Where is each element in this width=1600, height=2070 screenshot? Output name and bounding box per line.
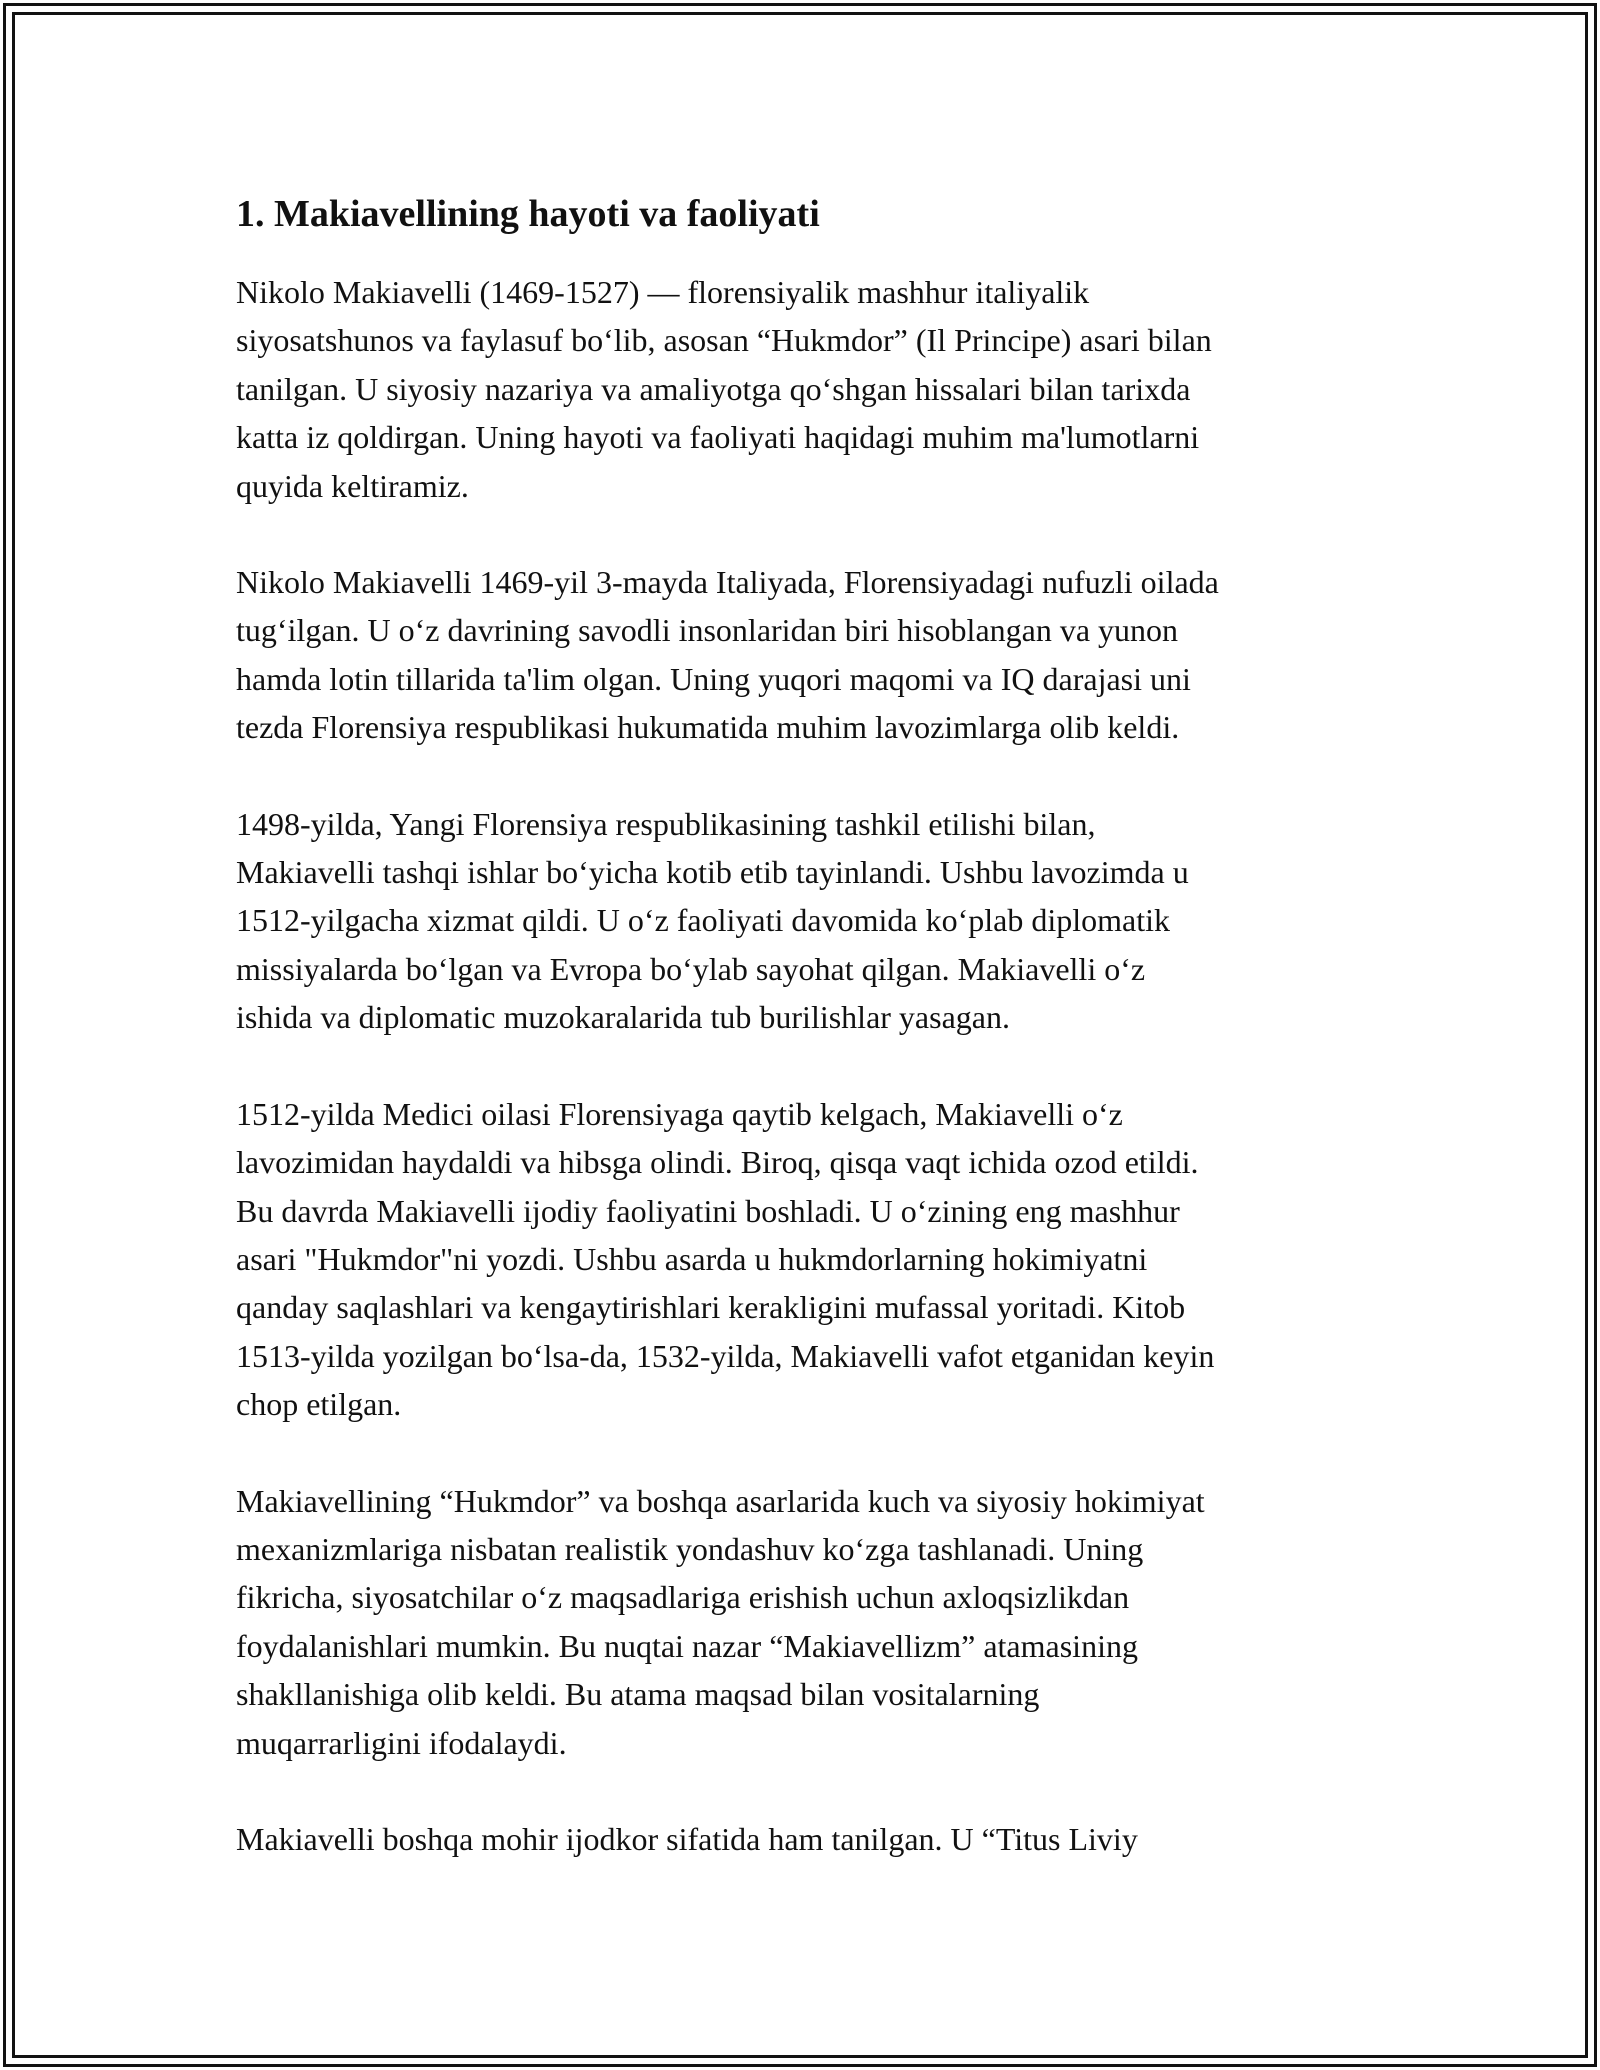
text-line: qanday saqlashlari va kengaytirishlari kerakligini mufassal yoritadi. Kitob <box>236 1289 1186 1326</box>
text-line: chop etilgan. <box>236 1386 402 1423</box>
text-line: siyosatshunos va faylasuf bo‘lib, asosan “Hukmdor” (Il Principe) asari bilan <box>236 322 1212 359</box>
text-line: tezda Florensiya respublikasi hukumatida muhim lavozimlarga olib keldi. <box>236 709 1180 746</box>
text-line: asari "Hukmdor"ni yozdi. Ushbu asarda u hukmdorlarning hokimiyatni <box>236 1240 1148 1277</box>
text-line: lavozimidan haydaldi va hibsga olindi. Biroq, qisqa vaqt ichida ozod etildi. <box>236 1144 1199 1181</box>
paragraph-intro <box>236 268 1366 510</box>
text-line: 1513-yilda yozilgan bo‘lsa-da, 1532-yilda, Makiavelli vafot etganidan keyin <box>236 1337 1215 1374</box>
text-line: 1498-yilda, Yangi Florensiya respublikasining tashkil etilishi bilan, <box>236 805 1096 842</box>
text-line: Nikolo Makiavelli 1469-yil 3-mayda Italiyada, Florensiyadagi nufuzli oilada <box>236 564 1219 601</box>
text-line: tanilgan. U siyosiy nazariya va amaliyotga qo‘shgan hissalari bilan tarixda <box>236 370 1191 407</box>
text-line: tug‘ilgan. U o‘z davrining savodli insonlaridan biri hisoblangan va yunon <box>236 612 1179 649</box>
text-line: hamda lotin tillarida ta'lim olgan. Uning yuqori maqomi va IQ darajasi uni <box>236 660 1191 697</box>
document-body <box>236 188 1366 1911</box>
text-line: Makiavellining “Hukmdor” va boshqa asarlarida kuch va siyosiy hokimiyat <box>236 1482 1205 1519</box>
paragraph-exile <box>236 1090 1366 1429</box>
text-line: Makiavelli tashqi ishlar bo‘yicha kotib etib tayinlandi. Ushbu lavozimda u <box>236 854 1189 891</box>
text-line: fikricha, siyosatchilar o‘z maqsadlariga erishish uchun axloqsizlikdan <box>236 1579 1130 1616</box>
text-line: missiyalarda bo‘lgan va Evropa bo‘ylab sayohat qilgan. Makiavelli o‘z <box>236 950 1146 987</box>
text-line: foydalanishlari mumkin. Bu nuqtai nazar “Makiavellizm” atamasining <box>236 1627 1138 1664</box>
paragraph-other-works <box>236 1815 1366 1863</box>
paragraph-birth <box>236 558 1366 752</box>
text-line: Bu davrda Makiavelli ijodiy faoliyatini boshladi. U o‘zining eng mashhur <box>236 1192 1180 1229</box>
text-line: quyida keltiramiz. <box>236 467 469 504</box>
section-heading: 1. Makiavellining hayoti va faoliyati <box>236 193 820 235</box>
text-line: 1512-yilda Medici oilasi Florensiyaga qaytib kelgach, Makiavelli o‘z <box>236 1095 1123 1132</box>
text-line: Makiavelli boshqa mohir ijodkor sifatida ham tanilgan. U “Titus Liviy <box>236 1820 1138 1857</box>
text-line: muqarrarligini ifodalaydi. <box>236 1724 567 1761</box>
text-line: 1512-yilgacha xizmat qildi. U o‘z faoliyati davomida ko‘plab diplomatik <box>236 902 1170 939</box>
text-line: katta iz qoldirgan. Uning hayoti va faoliyati haqidagi muhim ma'lumotlarni <box>236 419 1200 456</box>
text-line: shakllanishiga olib keldi. Bu atama maqsad bilan vositalarning <box>236 1676 1040 1713</box>
text-line: Nikolo Makiavelli (1469-1527) — florensiyalik mashhur italiyalik <box>236 274 1090 310</box>
paragraph-career <box>236 800 1366 1042</box>
text-line: ishida va diplomatic muzokaralarida tub burilishlar yasagan. <box>236 999 1010 1036</box>
paragraph-machiavellism <box>236 1477 1366 1767</box>
text-line: mexanizmlariga nisbatan realistik yondashuv ko‘zga tashlanadi. Uning <box>236 1530 1144 1567</box>
